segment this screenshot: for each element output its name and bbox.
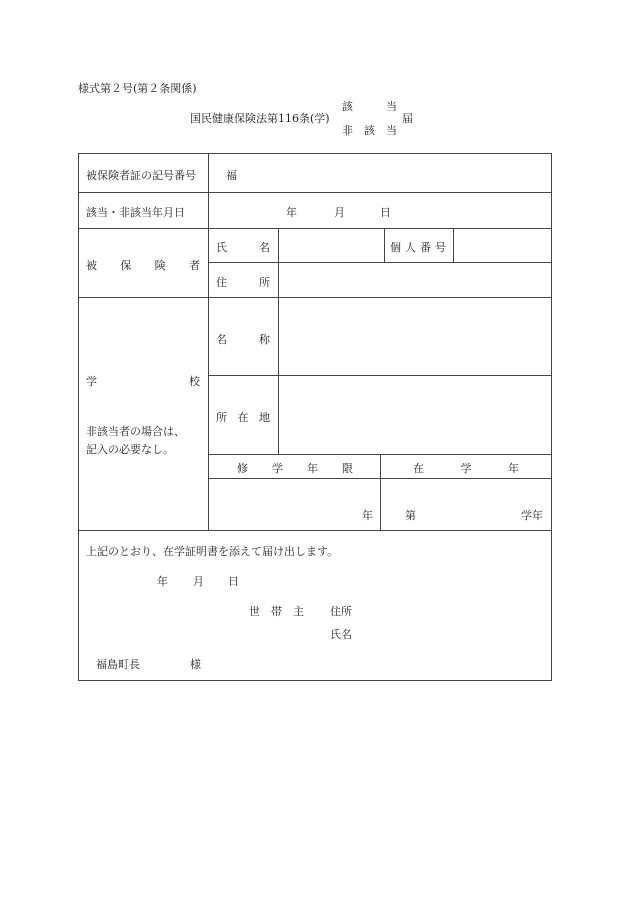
school-location-field[interactable] (280, 378, 548, 452)
date-year-unit: 年 (286, 206, 297, 219)
school-name-label: 名 称 (216, 333, 270, 346)
date-label: 該当・非該当年月日 (86, 206, 185, 219)
school-note-line2: 記入の必要なし。 (86, 443, 174, 456)
status-not-applicable: 非 該 当 (342, 124, 397, 137)
householder-label: 世 帯 主 (249, 605, 304, 618)
personal-number-field[interactable] (455, 230, 549, 260)
householder-name-field[interactable] (355, 620, 545, 640)
insurance-card-number-field[interactable] (278, 160, 548, 186)
householder-address-label: 住所 (330, 605, 352, 618)
mayor-label: 福島町長 (96, 658, 140, 671)
status-applicable: 該 当 (342, 100, 397, 113)
current-grade-label: 在 学 年 (413, 462, 519, 475)
footer-month-unit: 月 (193, 575, 204, 588)
grade-suffix: 学年 (521, 509, 543, 522)
school-location-label: 所 在 地 (216, 411, 270, 424)
honorific: 様 (190, 658, 201, 671)
insurance-card-prefix: 福 (226, 169, 237, 182)
statement: 上記のとおり、在学証明書を添えて届け出します。 (86, 545, 339, 558)
form-number: 様式第２号(第２条関係) (78, 82, 197, 95)
school-label: 学 校 (86, 375, 200, 388)
notice-suffix: 届 (402, 112, 413, 125)
insured-name-field[interactable] (280, 230, 382, 260)
study-period-unit: 年 (362, 509, 373, 522)
law-title: 国民健康保険法第116条(学) (190, 112, 330, 125)
date-month-unit: 月 (334, 206, 345, 219)
grade-prefix: 第 (405, 509, 416, 522)
grade-field[interactable] (424, 481, 520, 527)
personal-number-label: 個 人 番 号 (390, 241, 446, 254)
address-label: 住 所 (216, 276, 270, 289)
school-note-line1: 非該当者の場合は、 (86, 425, 185, 438)
school-name-field[interactable] (280, 300, 548, 373)
insured-label: 被 保 険 者 (86, 259, 200, 272)
insurance-card-label: 被保険者証の記号番号 (86, 169, 196, 182)
footer-day-unit: 日 (228, 575, 239, 588)
study-period-field[interactable] (212, 481, 362, 527)
name-label: 氏 名 (216, 241, 270, 254)
householder-address-field[interactable] (355, 597, 545, 617)
householder-name-label: 氏名 (330, 628, 352, 641)
insured-address-field[interactable] (280, 265, 548, 295)
footer-year-unit: 年 (157, 575, 168, 588)
date-day-unit: 日 (380, 206, 391, 219)
study-period-label: 修 学 年 限 (237, 462, 353, 475)
